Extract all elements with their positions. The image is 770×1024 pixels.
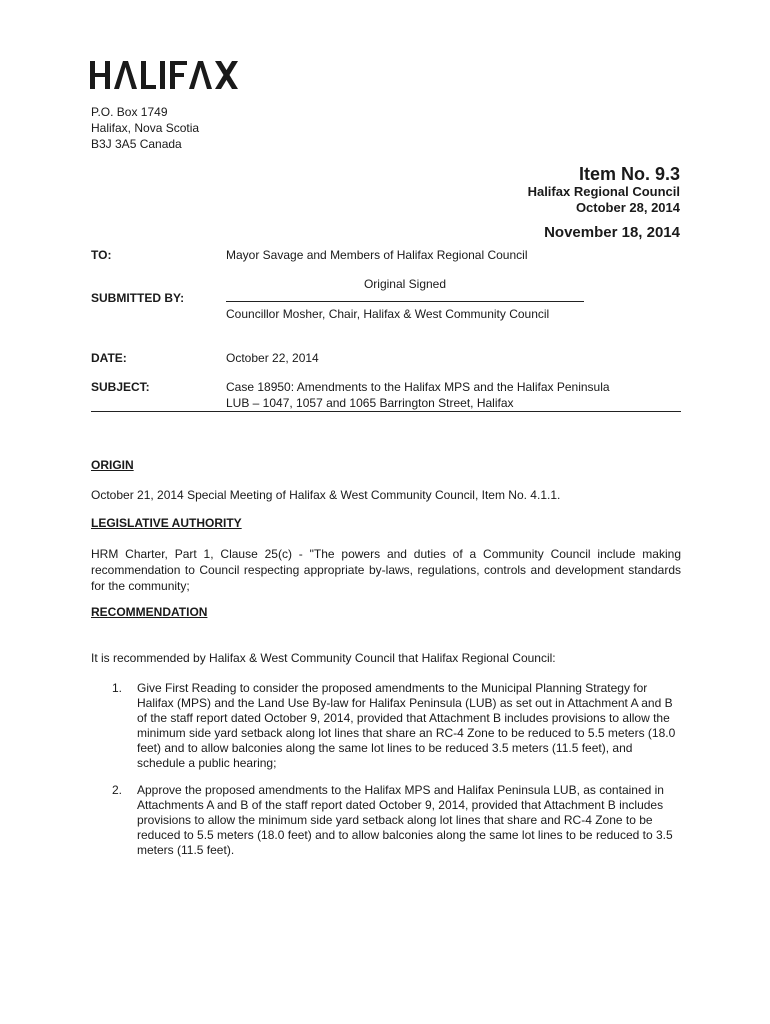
address-line: B3J 3A5 Canada: [91, 137, 182, 151]
list-item: [91, 681, 681, 771]
list-item: [91, 783, 681, 858]
recommendation-list: [91, 681, 681, 870]
council-date: October 28, 2014: [575, 200, 680, 215]
list-item-text: Approve the proposed amendments to the Halifax MPS and Halifax Peninsula LUB, as contained in Attachments A and B of the staff report dated October 9, 2014, provided that Attachment B includes provisions to allow the minimum side yard setback along lot lines that share and RC-4 Zone to be reduced to 5.5 meters (18.0 feet) and to allow balconies along the same lot lines to be reduced to 3.5 meters (11.5 feet).: [137, 783, 673, 857]
date-value: October 22, 2014: [226, 351, 319, 365]
subject-label: SUBJECT:: [91, 380, 150, 394]
signature-line: [226, 301, 584, 302]
origin-text: October 21, 2014 Special Meeting of Halifax & West Community Council, Item No. 4.1.1.: [91, 488, 561, 502]
council-header: [528, 184, 680, 216]
origin-heading: ORIGIN: [91, 458, 134, 472]
meeting-date: November 18, 2014: [544, 224, 680, 241]
subject-line: LUB – 1047, 1057 and 1065 Barrington Street, Halifax: [226, 396, 514, 410]
halifax-logo: [88, 58, 240, 92]
subject-value: [226, 379, 610, 411]
address-line: Halifax, Nova Scotia: [91, 121, 200, 135]
legislative-authority-text: HRM Charter, Part 1, Clause 25(c) - "The powers and duties of a Community Council include making recommendation to Council respecting appropriate by-laws, regulations, controls and development standards for the community;: [91, 547, 681, 593]
list-number: 2.: [112, 783, 123, 797]
subject-line: Case 18950: Amendments to the Halifax MPS and the Halifax Peninsula: [226, 380, 610, 394]
submitted-by-value: Councillor Mosher, Chair, Halifax & West Community Council: [226, 307, 550, 321]
recommendation-heading: RECOMMENDATION: [91, 605, 208, 619]
to-label: TO:: [91, 248, 112, 262]
mailing-address: [91, 104, 199, 152]
header-divider: [91, 411, 681, 412]
item-number: Item No. 9.3: [578, 164, 680, 184]
signature-note: Original Signed: [363, 277, 447, 291]
halifax-logo-mark: [88, 58, 240, 92]
list-number: 1.: [112, 681, 123, 695]
submitted-by-label: SUBMITTED BY:: [91, 291, 185, 305]
list-item-text: Give First Reading to consider the proposed amendments to the Municipal Planning Strategy for Halifax (MPS) and the Land Use By-law for Halifax Peninsula (LUB) as set out in Attachment A and B of the staff report dated October 9, 2014, provided that Attachment B includes provisions to allow the minimum side yard setback along lot lines that share an RC-4 Zone to be reduced to 5.5 meters (18.0 feet) and to allow balconies along the same lot lines to be reduced 3.5 meters (11.5 feet), and schedule a public hearing;: [137, 681, 676, 770]
council-name: Halifax Regional Council: [527, 184, 680, 199]
legislative-authority-heading: LEGISLATIVE AUTHORITY: [91, 516, 242, 530]
to-value: Mayor Savage and Members of Halifax Regional Council: [226, 248, 528, 262]
address-line: P.O. Box 1749: [91, 105, 168, 119]
recommendation-intro: It is recommended by Halifax & West Community Council that Halifax Regional Council:: [91, 651, 556, 665]
date-label: DATE:: [91, 351, 127, 365]
